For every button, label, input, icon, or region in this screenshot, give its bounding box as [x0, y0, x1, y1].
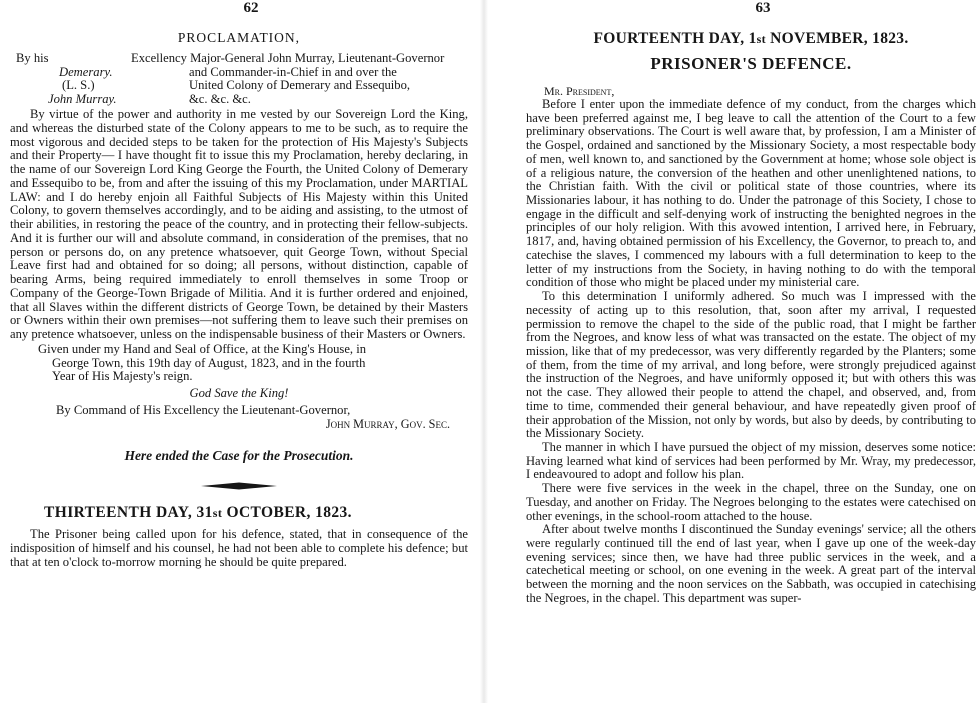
- defence-paragraph: There were five services in the week in the chapel, three on the Sunday, one on Tuesday, and another on Friday. The Negroes belonging to the estates were catechised on other evenings, in the school-room attached to the house.: [526, 481, 976, 523]
- given-line: Year of His Majesty's reign.: [52, 369, 193, 384]
- secretary-signature: John Murray, Gov. Sec.: [325, 417, 450, 431]
- given-line: George Town, this 19th day of August, 1823, and in the fourth: [52, 355, 366, 370]
- day-heading-main: THIRTEENTH DAY, 31: [44, 504, 213, 521]
- title-line: &c. &c. &c.: [189, 92, 251, 107]
- ornamental-rule-icon: [201, 482, 277, 490]
- by-his: By his: [16, 51, 49, 65]
- given-line: Given under my Hand and Seal of Office, at the King's House, in: [38, 341, 366, 356]
- day-heading-rest: NOVEMBER, 1823.: [765, 30, 909, 47]
- defence-paragraph: Before I enter upon the immediate defence of my conduct, from the charges which have been preferred against me, I beg leave to call the attention of the Court to a few preliminary observations. The Court is well aware that, by profession, I am a Minister of the Gospel, ordained and sanctioned by the Missionary Society, a most respectable body of men, well known to, and sanctioned by the Government at home; whose sole object is of a religious nature, the conversion of the heathen and other unenlightened nations, to the Christian faith. With the civil or political state of those countries, where its Missionaries labour, it has nothing to do. Under the patronage of this Society, I chose to engage in the difficult and self-denying work of instructing the benighted negroes in the principles of our holy religion. With this avowed intention, I arrived here, in February, 1817, and, having obtained permission of his Excellency, the Governor, to preach to, and catechise the slaves, I commenced my labours with a full determination to keep to the letter of my instructions from the Society, in having nothing to do with the temporal condition of those who might be placed under my ministerial care.: [526, 97, 976, 290]
- proclamation-heading: PROCLAMATION,: [177, 30, 301, 45]
- margin-signature: John Murray.: [48, 92, 117, 107]
- thirteenth-day-heading: [44, 504, 468, 522]
- title-line: and Commander-in-Chief in and over the: [189, 64, 397, 79]
- given-under-hand: [10, 343, 468, 384]
- defence-paragraph: After about twelve months I discontinued the Sunday evenings' service; all the others were regularly continued till the end of last year, when I gave up one of the week-day evening services; since then, we have had three public services in the week, and a catechetical meeting or school, on one evening in the week. A great part of the interval between the morning and the noon services on the Sabbath, was occupied in catechising the Negroes, in the chapel. This department was super-: [526, 522, 976, 605]
- prosecution-ended: Here ended the Case for the Prosecution.: [124, 448, 354, 463]
- defence-paragraph: To this determination I uniformly adhered. So much was I impressed with the necessity of acting up to this resolution, that, soon after my arrival, I requested permission to remove the chapel to the side of the public road, that I might be farther from the Negroes, and know less of what was transacted on the estate. The object of my mission, like that of my predecessor, was very differently regarded by the Planters; some of them, from the time of my arrival, and long before, were strongly prejudiced against the instruction of the Negroes, and have uniformly opposed it; but with others this was not the case. They allowed their people to attend the chapel, and observed, and, from time to time, commended their general behaviour, and have repeatedly given proof of their approbation of the Mission, not only by words, but also by deeds, by contributing to the Missionary Society.: [526, 289, 976, 441]
- title-line: Excellency Major-General John Murray, Lieutenant-Governor: [131, 51, 445, 65]
- day-heading-ordinal: st: [756, 32, 766, 46]
- day-heading-ordinal: st: [212, 506, 223, 520]
- prisoners-defence-title: PRISONER'S DEFENCE.: [650, 54, 852, 73]
- book-gutter: [480, 0, 488, 703]
- day-heading-rest: OCTOBER, 1823.: [222, 504, 352, 521]
- right-page: [490, 0, 980, 703]
- salutation: Mr. President,: [544, 84, 615, 98]
- title-line: United Colony of Demerary and Essequibo,: [189, 78, 411, 93]
- margin-seal: (L. S.): [62, 78, 95, 93]
- page-number-left: 62: [243, 0, 259, 16]
- left-page: [0, 0, 478, 703]
- page-number-right: 63: [755, 0, 771, 16]
- prisoner-request-paragraph: The Prisoner being called upon for his defence, stated, that in consequence of the indisposition of himself and his counsel, he had not been able to complete his defence; but that at ten o'clock to-morrow morning he should be quite prepared.: [10, 527, 468, 569]
- issuer-title: [131, 52, 476, 107]
- defence-text: [526, 98, 976, 606]
- proclamation-body: By virtue of the power and authority in me vested by our Sovereign Lord the King, and whereas the disturbed state of the Colony appears to me to be such, as to require the most vigorous and decided steps to be taken for the protection of His Majesty's Subjects and their Property— I have thought fit to issue this my Proclamation, hereby declaring, in the name of our Sovereign Lord King George the Fourth, the United Colony of Demerary and Essequibo to be, from and after the issuing of this my Proclamation, under MARTIAL LAW: and I do hereby enjoin all Faithful Subjects of His Majesty within this United Colony, to govern themselves accordingly, and to be aiding and assisting, to the utmost of their abilities, in restoring the peace of the country, and in protecting their fellow-subjects. And it is further our will and absolute command, in consideration of the premises, that no person or persons do, on any pretence whatsoever, quit George Town, without Special Leave first had and obtained for so doing; all persons, without distinction, capable of bearing Arms, being required immediately to enroll themselves in some Troop or Company of the George-Town Brigade of Militia. And it is further ordered and enjoined, that all Slaves within the different districts of George Town, be detained by their Masters or Owners within their own premises—not suffering them to leave such their premises on any pretence whatsoever, unless on the indispensable business of their Masters or Owners.: [10, 107, 468, 341]
- defence-paragraph: The manner in which I have pursued the object of my mission, deserves some notice: Having learned what kind of services had been performed by Mr. Wray, my predecessor, I endeavoured to adopt and follow his plan.: [526, 439, 976, 482]
- proclamation-issuer-block: [10, 52, 468, 108]
- day-heading-main: FOURTEENTH DAY, 1: [593, 30, 757, 47]
- margin-place: Demerary.: [59, 64, 113, 79]
- fourteenth-day-heading: [526, 30, 976, 48]
- by-command: By Command of His Excellency the Lieutenant-Governor,: [56, 403, 351, 417]
- god-save-the-king: God Save the King!: [189, 386, 289, 400]
